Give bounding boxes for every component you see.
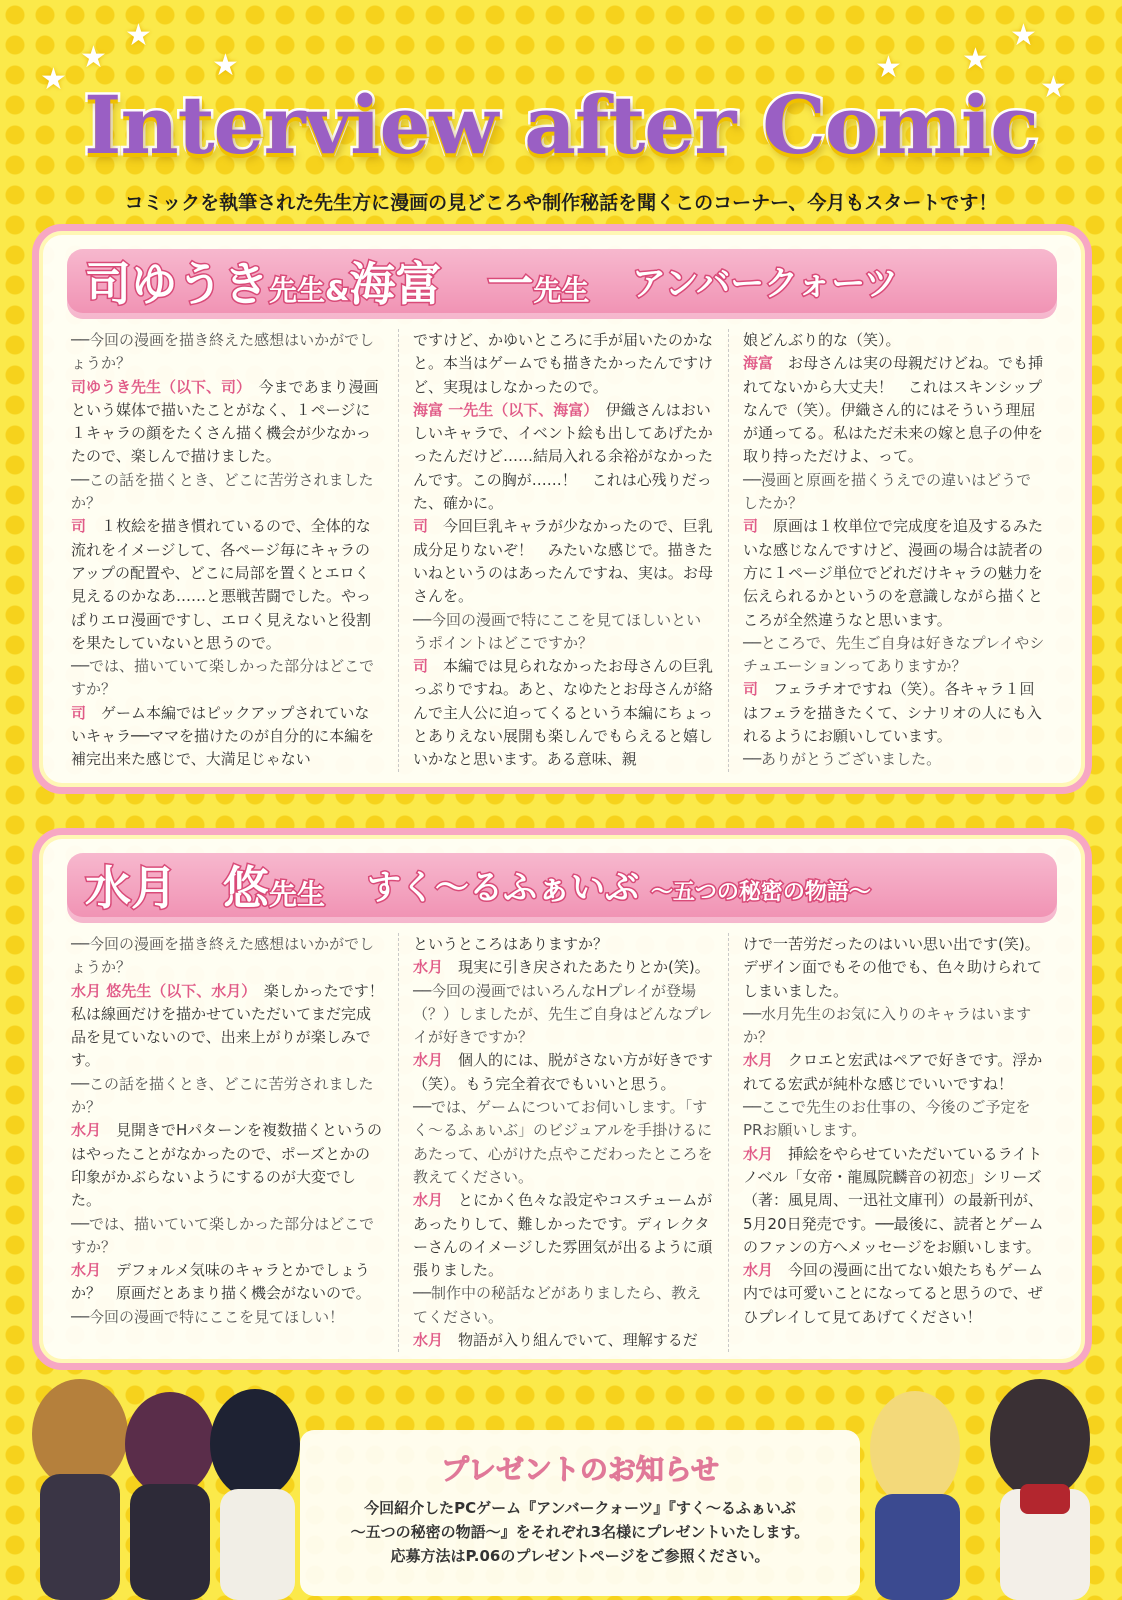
question: ──この話を描くとき、どこに苦労されましたか？	[71, 470, 374, 513]
author-name-2: 海富 一	[349, 257, 534, 311]
speaker: 司ゆうき先生（以下、司）	[71, 377, 244, 396]
answer: お母さんは実の母親だけどね。でも挿れてないから大丈夫！ これはスキンシップなんで（笑）。伊織さん的にはそういう理屈が通ってる。私はただ未来の嫁と息子の仲を取り持っただけよ、って。	[743, 354, 1044, 466]
page-subtitle: コミックを執筆された先生方に漫画の見どころや制作秘話を聞くこのコーナー、今月もスタートです！	[124, 192, 998, 214]
question: ──今回の漫画を描き終えた感想はいかがでしょうか？	[71, 935, 375, 977]
speaker: 司	[743, 517, 759, 536]
question: ──では、描いていて楽しかった部分はどこですか？	[71, 657, 375, 699]
speaker: 水月	[71, 1121, 102, 1140]
game-title: アンバークォーツ	[632, 264, 898, 304]
column-2	[399, 329, 729, 772]
question: ──では、描いていて楽しかった部分はどこですか？	[71, 1214, 375, 1256]
star-icon: ★	[40, 62, 67, 97]
game-title-main: すく～るふぁいぶ	[367, 868, 639, 908]
star-icon: ★	[212, 48, 239, 83]
speaker: 水月	[413, 1051, 444, 1070]
question: ──今回の漫画で特にここを見てほしい！	[71, 1307, 345, 1326]
speaker: 海富 一先生（以下、海富）	[413, 400, 591, 419]
speaker: 司	[71, 517, 87, 536]
author-suffix: 先生	[269, 878, 326, 911]
speaker: 水月	[71, 1261, 102, 1280]
answer: 今回の漫画に出てない娘たちもゲーム内では可愛いことになってると思うので、ぜひプレイして見てあげてください！	[743, 1261, 1044, 1326]
question: ──今回の漫画を描き終えた感想はいかがでしょうか？	[71, 331, 375, 373]
answer: 楽しかったです！ 私は線画だけを描かせていただいてまだ完成品を見ていないので、出来上がりが楽しみです。	[71, 981, 399, 1070]
author-name-1: 司ゆうき	[85, 257, 269, 311]
panel-header	[67, 853, 1057, 923]
answer: 今回巨乳キャラが少なかったので、巨乳成分足りないぞ！ みたいな感じで。描きたいねというのはあったんですね、実は。お母さんを。	[413, 517, 713, 606]
present-body	[300, 1496, 860, 1568]
panel-header	[67, 249, 1057, 319]
speaker: 司	[743, 680, 759, 699]
game-title	[367, 863, 871, 913]
speaker: 水月	[743, 1144, 774, 1163]
character-illustration-right	[855, 1374, 1115, 1600]
present-line: 応募方法はP.06のプレゼントページをご参照ください。	[390, 1547, 770, 1565]
author-names	[85, 859, 325, 917]
question: ──制作中の秘話などがありましたら、教えてください。	[413, 1284, 702, 1326]
column-3	[729, 933, 1059, 1352]
speaker: 水月 悠先生（以下、水月）	[71, 981, 249, 1000]
author-name: 水月 悠	[85, 861, 269, 915]
author-names	[85, 255, 589, 313]
answer: 今まであまり漫画という媒体で描いたことがなく、１ページに１キャラの顔をたくさん描く機会が少なかったので、楽しんで描けました。	[71, 377, 379, 466]
question: ──今回の漫画ではいろんなHプレイが登場（？）しましたが、先生ご自身はどんなプレイが好きですか？	[413, 981, 713, 1047]
answer: １枚絵を描き慣れているので、全体的な流れをイメージして、各ページ毎にキャラのアップの配置や、どこに局部を置くとエロく見えるのかなあ……と悪戦苦闘でした。やっぱりエロ漫画ですし、エロく見えないと役割を果たしていないと思うので。	[71, 517, 372, 652]
present-title: プレゼントのお知らせ	[440, 1453, 720, 1486]
present-line: ～五つの秘密の物語～』をそれぞれ3名様にプレゼントいたします。	[350, 1523, 810, 1541]
column-1	[69, 933, 399, 1352]
answer: 挿絵をやらせていただいているライトノベル「女帝・龍鳳院麟音の初恋」シリーズ（著：風見周、一迅社文庫刊）の最新刊が、5月20日発売です。──最後に、読者とゲームのファンの方へメッセージをお願いします。	[743, 1144, 1044, 1256]
page-title: Interview after Comic	[84, 78, 1038, 172]
speaker: 司	[413, 517, 429, 536]
star-icon: ★	[1040, 70, 1067, 105]
star-icon: ★	[125, 18, 152, 53]
speaker: 水月	[413, 958, 444, 977]
question: ──ここで先生のお仕事の、今後のご予定をPRお願いします。	[743, 1098, 1031, 1140]
character-illustration-left	[10, 1374, 300, 1600]
author-suffix-1: 先生&	[269, 274, 350, 307]
answer: 伊織さんはおいしいキャラで、イベント絵も出してあげたかったんだけど……結局入れる余裕がなかったんです。この胸が……！ これは心残りだった、確かに。	[413, 400, 714, 513]
interview-columns	[69, 329, 1059, 772]
answer: ですけど、かゆいところに手が届いたのかなと。本当はゲームでも描きたかったんですけど、実現はしなかったので。	[413, 331, 714, 396]
interview-panel-2	[32, 828, 1092, 1370]
speaker: 海富	[743, 354, 774, 373]
present-notice	[300, 1430, 860, 1596]
answer: 物語が入り組んでいて、理解するだ	[458, 1331, 698, 1350]
question: ──この話を描くとき、どこに苦労されましたか？	[71, 1074, 374, 1117]
present-line: 今回紹介したPCゲーム『アンバークォーツ』『すく～るふぁいぶ	[364, 1499, 796, 1517]
answer: フェラチオですね（笑）。各キャラ１回はフェラを描きたくて、シナリオの人にも入れるようにお願いしています。	[743, 680, 1042, 746]
interview-panel-1	[32, 224, 1092, 794]
speaker: 水月	[413, 1191, 444, 1210]
game-title-sub: ～五つの秘密の物語～	[650, 880, 871, 905]
question: ──ところで、先生ご自身は好きなプレイやシチュエーションってありますか？	[743, 633, 1045, 676]
answer: 原画は１枚単位で完成度を追及するみたいな感じなんですけど、漫画の場合は読者の方に１ページ単位でどれだけキャラの魅力を伝えられるかというのを意識しながら描くところが全然違うなと思います。	[743, 517, 1044, 629]
answer: クロエと宏武はペアで好きです。浮かれてる宏武が純朴な感じでいいですね！	[743, 1051, 1043, 1093]
star-icon: ★	[962, 42, 989, 77]
speaker: 水月	[413, 1331, 444, 1350]
speaker: 水月	[743, 1261, 774, 1280]
header	[0, 0, 1122, 230]
question: というところはありますか？	[413, 935, 609, 953]
column-2	[399, 933, 729, 1352]
question: ──漫画と原画を描くうえでの違いはどうでしたか？	[743, 470, 1032, 513]
answer: 本編では見られなかったお母さんの巨乳っぷりですね。あと、なゆたとお母さんが絡んで主人公に迫ってくるという本編にちょっとありえない展開も楽しんでもらえると嬉しいかなと思います。ある意味、親	[413, 657, 714, 769]
author-suffix-2: 先生	[533, 274, 590, 307]
question: ──今回の漫画で特にここを見てほしいというポイントはどこですか？	[413, 610, 702, 652]
star-icon: ★	[80, 40, 107, 75]
star-icon: ★	[875, 50, 902, 85]
answer: 現実に引き戻されたあたりとか(笑)。	[458, 958, 710, 977]
answer: とにかく色々な設定やコスチュームがあったりして、難しかったです。ディレクターさんのイメージした雰囲気が出るように頑張りました。	[413, 1191, 713, 1280]
question: ──ありがとうございました。	[743, 750, 942, 769]
answer: デフォルメ気味のキャラとかでしょうか？ 原画だとあまり描く機会がないので。	[71, 1261, 371, 1303]
answer: 娘どんぶり的な（笑）。	[743, 331, 901, 349]
speaker: 水月	[743, 1051, 774, 1070]
interview-columns	[69, 933, 1059, 1352]
footer	[0, 1374, 1122, 1600]
column-3	[729, 329, 1059, 772]
answer: 見開きでHパターンを複数描くというのはやったことがなかったので、ポーズとかの印象がかぶらないようにするのが大変でした。	[71, 1121, 383, 1210]
speaker: 司	[71, 703, 87, 722]
question: ──水月先生のお気に入りのキャラはいますか？	[743, 1004, 1032, 1047]
answer: ゲーム本編ではピックアップされていないキャラ──ママを描けたのが自分的に本編を補完出来た感じで、大満足じゃない	[71, 703, 375, 769]
answer: 個人的には、脱がさない方が好きです（笑）。もう完全着衣でもいいと思う。	[413, 1051, 714, 1093]
column-1	[69, 329, 399, 772]
star-icon: ★	[1010, 18, 1037, 53]
question: ──では、ゲームについてお伺いします。「すく～るふぁいぶ」のビジュアルを手掛けるにあたって、心がけた点やこだわったところを教えてください。	[413, 1098, 713, 1186]
speaker: 司	[413, 657, 429, 676]
answer: けで一苦労だったのはいい思い出です(笑)。デザイン面でもその他でも、色々助けられてしまいました。	[743, 935, 1042, 1000]
